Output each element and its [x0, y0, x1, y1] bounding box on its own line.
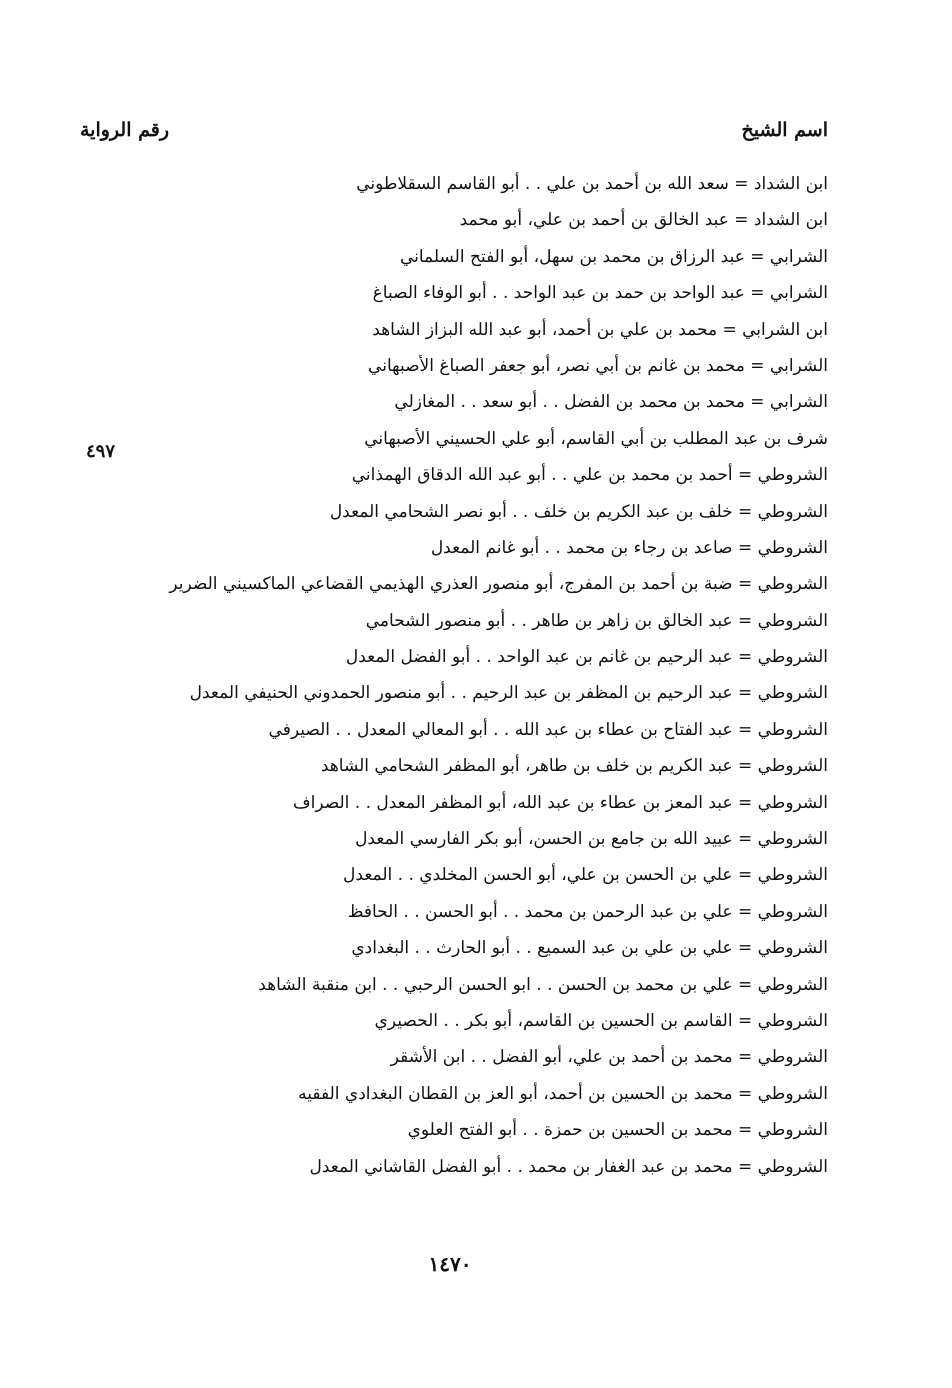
sheikh-entry: الشروطي = محمد بن الحسين بن حمزة . . أبو الفتح العلوي: [407, 1120, 828, 1141]
sheikh-entry: الشروطي = عبد المعز بن عطاء بن عبد الله، أبو المظفر المعدل . . الصراف: [293, 792, 828, 813]
sheikh-name-column-header: اسم الشيخ: [741, 119, 828, 141]
sheikh-entry: الشروطي = عبد الفتاح بن عطاء بن عبد الله . . أبو المعالي المعدل . . الصيرفي: [268, 719, 828, 740]
sheikh-entry: الشرابي = عبد الواحد بن حمد بن عبد الواحد . . أبو الوفاء الصباغ: [372, 283, 828, 304]
sheikh-entry: ابن الشرابي = محمد بن علي بن أحمد، أبو عبد الله البزاز الشاهد: [372, 319, 828, 340]
table-header: [80, 112, 828, 148]
sheikh-entry: ابن الشداد = سعد الله بن أحمد بن علي . . أبو القاسم السقلاطوني: [356, 174, 828, 194]
sheikh-entry: الشروطي = عبد الرحيم بن غانم بن عبد الواحد . . أبو الفضل المعدل: [345, 647, 828, 668]
sheikh-entry: الشروطي = عبد الكريم بن خلف بن طاهر، أبو المظفر الشحامي الشاهد: [320, 756, 828, 777]
sheikh-entry: الشروطي = محمد بن أحمد بن علي، أبو الفضل . . ابن الأشقر: [390, 1047, 828, 1068]
sheikh-entry: الشروطي = ضبة بن أحمد بن المفرج، أبو منصور العذري الهذيمي القضاعي الماكسيني الضرير: [169, 574, 828, 595]
sheikh-entry: الشرابي = عبد الرزاق بن محمد بن سهل، أبو الفتح السلماني: [399, 246, 828, 267]
sheikh-entry: شرف بن عبد المطلب بن أبي القاسم، أبو علي الحسيني الأصبهاني: [364, 428, 828, 449]
sheikh-entry: الشروطي = خلف بن عبد الكريم بن خلف . . أبو نصر الشحامي المعدل: [329, 501, 828, 522]
sheikh-entry: الشروطي = عبد الرحيم بن المظفر بن عبد الرحيم . . أبو منصور الحمدوني الحنيفي المعدل: [189, 683, 828, 704]
sheikh-entry: الشروطي = محمد بن عبد الغفار بن محمد . . أبو الفضل القاشاني المعدل: [309, 1156, 828, 1177]
sheikh-entry: الشروطي = صاعد بن رجاء بن محمد . . أبو غانم المعدل: [430, 537, 828, 558]
sheikh-entry: الشروطي = محمد بن الحسين بن أحمد، أبو العز بن القطان البغدادي الفقيه: [298, 1083, 828, 1104]
sheikh-entry: الشرابي = محمد بن محمد بن الفضل . . أبو سعد . . المغازلي: [394, 392, 828, 413]
sheikh-entries-list: [68, 166, 828, 1185]
sheikh-entry: الشروطي = علي بن علي بن عبد السميع . . أبو الحارث . . البغدادي: [351, 938, 828, 959]
sheikh-entry: الشروطي = القاسم بن الحسين بن القاسم، أبو بكر . . الحصيري: [374, 1010, 828, 1031]
narration-number-marker: ٤٩٧: [86, 441, 116, 462]
narration-number-column-header: رقم الرواية: [80, 119, 169, 141]
page-number: ١٤٧٠: [428, 1252, 472, 1276]
sheikh-entry: الشروطي = عبيد الله بن جامع بن الحسن، أبو بكر الفارسي المعدل: [355, 829, 828, 850]
sheikh-entry: الشروطي = علي بن الحسن بن علي، أبو الحسن المخلدي . . المعدل: [343, 865, 828, 886]
sheikh-entry: ابن الشداد = عبد الخالق بن أحمد بن علي، أبو محمد: [459, 210, 828, 231]
sheikh-entry: الشروطي = عبد الخالق بن زاهر بن طاهر . . أبو منصور الشحامي: [365, 610, 828, 631]
sheikh-entry: الشروطي = علي بن عبد الرحمن بن محمد . . أبو الحسن . . الحافظ: [347, 901, 828, 922]
sheikh-entry: الشرابي = محمد بن غانم بن أبي نصر، أبو جعفر الصباغ الأصبهاني: [368, 355, 828, 376]
sheikh-entry: الشروطي = أحمد بن محمد بن علي . . أبو عبد الله الدقاق الهمذاني: [351, 465, 828, 486]
sheikh-entry: الشروطي = علي بن محمد بن الحسن . . ابو الحسن الرحبي . . ابن منقبة الشاهد: [258, 974, 828, 995]
